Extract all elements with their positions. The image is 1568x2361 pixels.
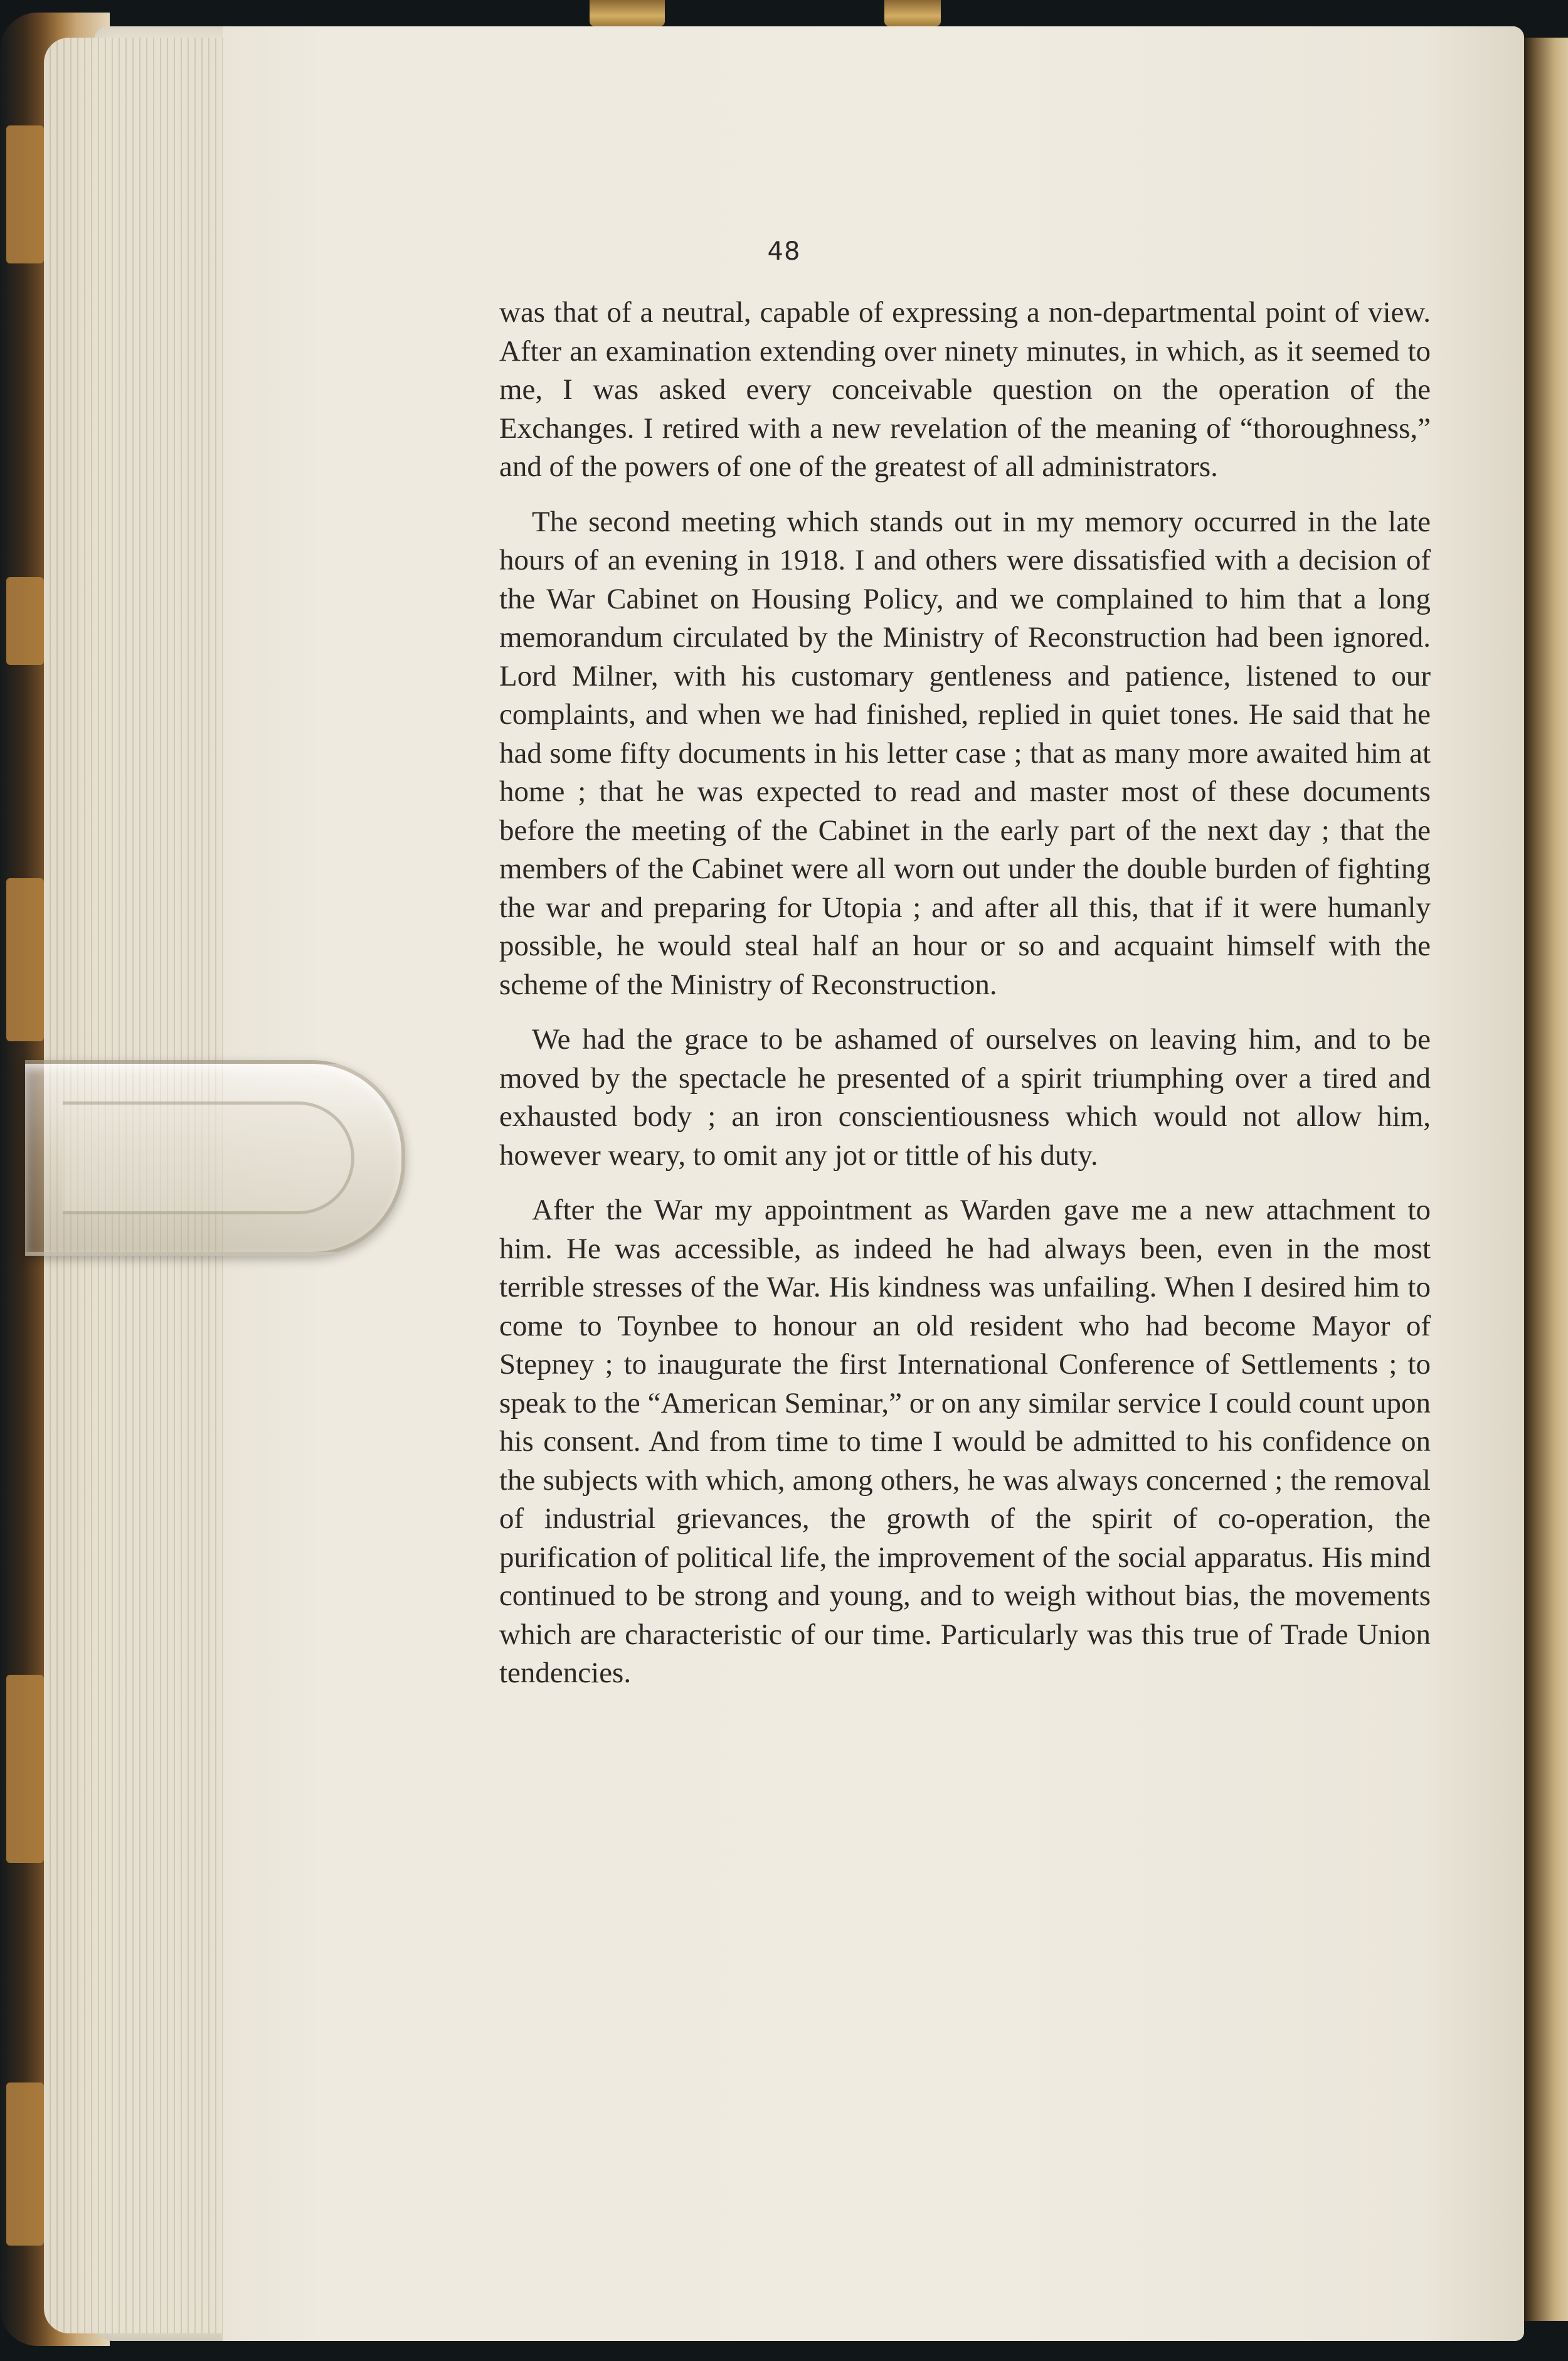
worn-edge-patch xyxy=(6,1675,44,1863)
page-number: 48 xyxy=(767,237,801,266)
clip-inner-loop xyxy=(63,1101,354,1214)
adjacent-page-edge xyxy=(1524,38,1568,2321)
paragraph: The second meeting which stands out in my memory occurred in the late hours of an evening in 1918. I and others were dissatisfied with a decision of the War Cabinet on Housing Policy, and we complained to him that a long memorandum circulated by the Ministry of Reconstruction had been ignored. Lord Milner, with his customary gentleness and patience, listened to our complaints, and when we had finished, replied in quiet tones. He said that he had some fifty documents in his letter case ; that as many more awaited him at home ; that he was expected to read and master most of these documents before the meeting of the Cabinet in the early part of the next day ; that the members of the Cabinet were all worn out under the double burden of fighting the war and preparing for Utopia ; and after all this, that if it were humanly possible, he would steal half an hour or so and acquaint himself with the scheme of the Ministry of Reconstruction. xyxy=(499,505,1431,1001)
paragraph: was that of a neutral, capable of expressing a non-departmental point of view. After an examination extending over ninety minutes, in which, as it seemed to me, I was asked every conceivable question on the operation of the Exchanges. I retired with a new revelation of the meaning of “thoroughness,” and of the powers of one of the greatest of all administrators. xyxy=(499,296,1431,483)
worn-edge-patch xyxy=(6,2082,44,2246)
binding-thread xyxy=(884,0,941,26)
paragraph: We had the grace to be ashamed of ourselves on leaving him, and to be moved by the spectacle he presented of a spirit triumphing over a tired and exhausted body ; an iron conscientiousness which would not allow him, however weary, to omit any jot or tittle of his duty. xyxy=(499,1023,1431,1172)
paragraph: After the War my appointment as Warden gave me a new attachment to him. He was accessible, as indeed he had always been, even in the most terrible stresses of the War. His kindness was unfailing. When I desired him to come to Toynbee to honour an old resident who had become Mayor of Stepney ; to inaugurate the first International Conference of Settlements ; to speak to the “American Seminar,” or on any similar service I could count upon his consent. And from time to time I would be admitted to his confidence on the subjects with which, among others, he was always concerned ; the removal of industrial grievances, the growth of the spirit of co-operation, the purification of political life, the improvement of the social apparatus. His mind continued to be strong and young, and to weigh without bias, the movements which are characteristic of our time. Particularly was this true of Trade Union tendencies. xyxy=(499,1194,1431,1689)
worn-edge-patch xyxy=(6,577,44,665)
page-holder-clip xyxy=(25,1060,405,1256)
worn-edge-patch xyxy=(6,878,44,1041)
body-text xyxy=(499,294,1431,1709)
binding-thread xyxy=(590,0,665,26)
